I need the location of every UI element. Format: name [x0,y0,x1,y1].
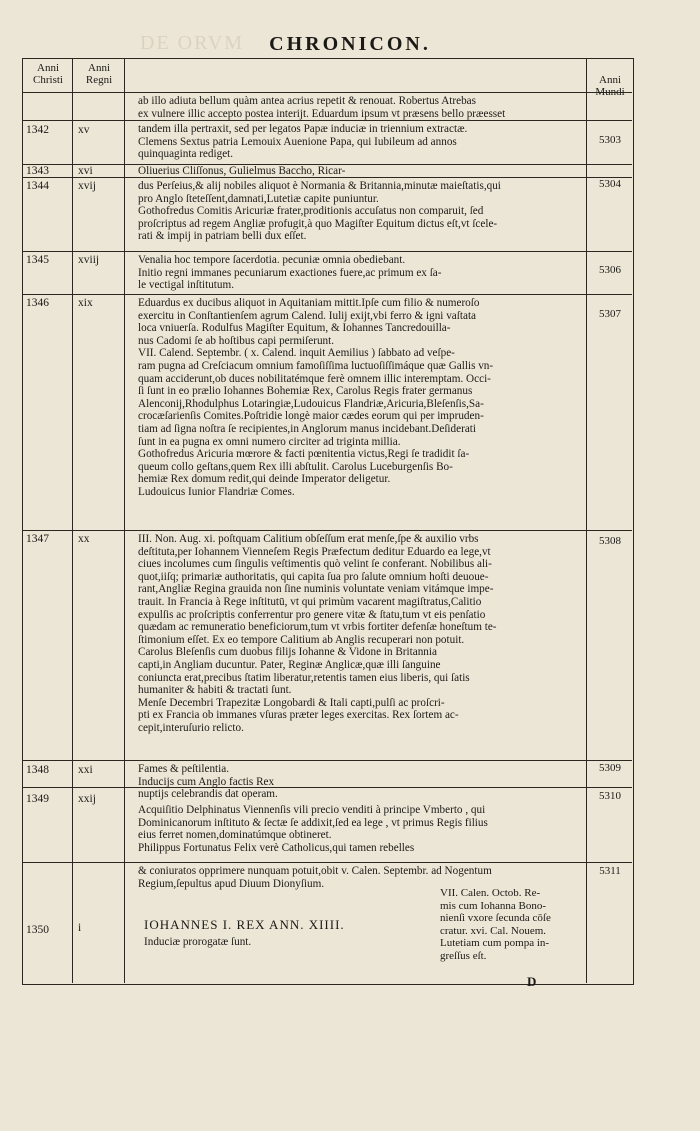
text-line: Menſe Decembri Trapezitæ Longobardi & Itali capti,pulſi ac proſcri- [138,696,445,709]
entry-text [138,533,578,735]
text-line: dus Perſeius,& alij nobiles aliquot è Normania & Britannia,minutæ maieſtatis,qui [138,180,501,192]
row-rule [22,760,632,761]
text-line: humaniter & habiti & tractati ſunt. [138,684,292,697]
text-line: Eduardus ex ducibus aliquot in Aquitaniam mittit.Ipſe cum filio & numeroſo [138,297,480,309]
anni-regni-cell: xviij [78,254,100,266]
text-line: rati & impij in patriam belli dux eſſet. [138,230,307,243]
anni-regni-cell: xxij [78,793,96,805]
text-line: Gothofredus Comitis Aricuriæ frater,proditionis accuſatus non comparuit, ſed [138,205,484,218]
text-line: quædam ac remuneratio beneficiorum,tum vt vrbis fortiter defenſæ honeſtum te- [138,621,497,634]
truce-note: Induciæ prorogatæ ſunt. [144,936,252,948]
header-text: Anni [37,62,59,74]
anni-mundi-cell: 5307 [599,308,621,320]
anni-christi-cell: 1342 [26,124,49,136]
anni-mundi-cell: 5309 [599,762,621,774]
row-rule [22,862,632,863]
text-line: & coniuratos opprimere nunquam potuit,obit v. Calen. Septembr. ad Nogentum [138,865,492,877]
text-line: Clemens Sextus patria Lemouix Auenione Papa, qui Iubileum ad annos [138,135,457,148]
text-line: quot,iiſq; primariæ authoritatis, qui capita ſua pro ſalute omnium hoſti deuoue- [138,570,489,583]
anni-regni-cell: xv [78,124,90,136]
text-line: le vectigal inſtitutum. [138,279,235,292]
text-line: VII. Calend. Septembr. ( x. Calend. inquit Aemilius ) ſabbato ad veſpe- [138,347,455,360]
page-title: CHRONICON. [269,33,431,55]
side-note-line: cratur. xvi. Cal. Nouem. [440,924,547,937]
signature-mark: D [527,974,537,989]
text-line: capti,in Angliam ducuntur. Pater, Reginæ Anglicæ,quæ illi ſanguine [138,658,441,671]
text-line: ab illo adiuta bellum quàm antea acrius repetit & renouat. Robertus Atrebas [138,95,477,107]
text-line: Oliuerius Cliſſonus, Gulielmus Baccho, Ricar- [138,165,346,177]
header-anni-christi [24,62,72,86]
anni-mundi-cell: 5304 [599,178,621,190]
entry-text [138,180,578,243]
entry-text [138,95,578,120]
anni-regni-cell: xvi [78,165,93,177]
king-heading [144,917,345,949]
entry-text [138,763,578,801]
anni-christi-cell: 1349 [26,793,49,805]
bleed-through-text: DE ORVM [140,32,245,54]
text-line: nuptijs celebrandis dat operam. [138,788,278,801]
column-divider-mundi [586,58,587,983]
anni-christi-cell: 1343 [26,165,49,177]
anni-christi-cell: 1344 [26,180,49,192]
text-line: III. Non. Aug. xi. poſtquam Calitium obſeſſum erat menſe,ſpe & auxilio vrbs [138,533,479,545]
text-line: Alenconij,Rhodulphus Lotaringiæ,Ludouicus Flandriæ,Aricuria,Bleſenſis,Sa- [138,397,484,410]
text-line: trauit. In Francia à Rege inſtitutū, vt qui primùm vacarent magiſtratus,Calitio [138,595,482,608]
anni-christi-cell: 1348 [26,764,49,776]
anni-regni-cell: xx [78,533,90,545]
entry-text [138,123,578,161]
text-line: Inducijs cum Anglo factis Rex [138,775,275,788]
side-note-line: greſſus eſt. [440,949,487,962]
text-line: queum collo geſtans,quem Rex illi abſtulit. Carolus Luceburgenſis Bo- [138,460,453,473]
anni-christi-cell: 1345 [26,254,49,266]
text-line: ram pugna ad Creſciacum omnium famoſiſſima luctuoſiſſimáque quæ Gallis vn- [138,359,494,372]
text-line: ciues incolumes cum ſingulis veſtimentis quò velint ſe conferant. Nobilibus ali- [138,558,492,571]
column-divider-regni [124,58,125,983]
text-line: deſtituta,per Iohannem Vienneſem Regis Præfectum deditur Eduardo ea lege,vt [138,545,491,558]
side-note-line: nienſi vxore ſecunda cōſe [440,912,551,925]
entry-text [138,297,578,499]
entry-text [138,804,578,854]
text-line: Fames & peſtilentia. [138,763,230,775]
text-line: crocæſarienſis Comites.Poſtridie longè maior cædes eorum qui per impruden- [138,410,484,423]
side-note [440,887,580,963]
anni-regni-cell: xxi [78,764,93,776]
text-line: Ludouicus Iunior Flandriæ Comes. [138,485,295,498]
text-line: pro Anglo ſteteſſent,damnati,Lutetiæ capite puniuntur. [138,192,379,205]
anni-regni-cell: xvij [78,180,96,192]
row-rule [22,530,632,531]
text-line: rant,Angliæ Regina grauida non ſine numinis voluntate veniam vitámque impe- [138,583,494,596]
text-line: expulſis ac proſcriptis conferrentur pro genere vitæ & ſtatu,tum vt eis penſatio [138,608,486,621]
text-line: pti ex Francia ob immanes vſuras præter leges exercitas. Rex ſortem ac- [138,709,459,722]
header-text: Anni [88,62,110,74]
text-line: ſtimonium eſſet. Ex eo tempore Calitium ab Anglis recuperari non potuit. [138,633,465,646]
text-line: ex vulnere illic accepto postea interijt. Eduardum ipsum vt præsens bello præesset [138,107,506,120]
side-note-line: mis cum Iohanna Bono- [440,899,547,912]
anni-mundi-cell: 5308 [599,535,621,547]
text-line: eius ferret nomen,dominatúmque obtineret. [138,829,332,842]
text-line: cepit,interuſurio relicto. [138,721,244,734]
header-rule [22,92,632,93]
header-text: Anni [599,74,621,86]
text-line: proſcriptus ad regem Angliæ profugit,à quo Magiſter Equitum dictus eſt,vt ſcele- [138,217,498,230]
anni-christi-cell: 1350 [26,924,49,936]
text-line: ſunt in ea pugna ex omni numero circiter ad triginta millia. [138,435,401,448]
text-line: quinquaginta rediget. [138,148,234,161]
text-line: Dominicanorum inſtituto & ſectæ ſe addixit,ſed ea lege , vt primus Regis filius [138,816,488,829]
column-divider-christi [72,58,73,983]
text-line: Venalia hoc tempore ſacerdotia. pecuniæ omnia obediebant. [138,254,406,266]
text-line: Initio regni immanes pecuniarum exactiones fuere,ac primum ex ſa- [138,266,442,279]
text-line: exercitu in Conſtantienſem agrum Calend. Iulij exijt,vbi ferro & igni vaſtata [138,309,477,322]
anni-regni-cell: i [78,922,82,934]
header-anni-mundi [588,74,632,98]
text-line: Carolus Bleſenſis cum duobus filijs Iohanne & Vidone in Britannia [138,646,437,659]
text-line: nus Cadomi ſe ab hoſtibus capi permiſerunt. [138,334,335,347]
text-line: hemiæ Rex domum redit,qui deinde Imperator deligetur. [138,473,391,486]
text-line: Philippus Fortunatus Felix verè Catholicus,qui tamen rebelles [138,841,415,854]
text-line: coniuncta erat,precibus ſtatim liberatur,retentis tamen eius liberis, qui ſatis [138,671,470,684]
anni-christi-cell: 1347 [26,533,49,545]
anni-mundi-cell: 5310 [599,790,621,802]
anni-mundi-cell: 5306 [599,264,621,276]
anni-mundi-cell: 5311 [599,865,621,877]
anni-christi-cell: 1346 [26,297,49,309]
header-text: Regni [85,74,113,86]
text-line: Gothofredus Aricuria mœrore & facti pœnitentia victus,Regi ſe tradidit ſa- [138,448,470,461]
text-line: quam acciderunt,ob duces nobilitatémque ferè omnem illic interemptam. Occi- [138,372,491,385]
entry-text [138,165,578,178]
king-title: IOHANNES I. REX ANN. XIIII. [144,917,345,932]
text-line: Regium,ſepultus apud Diuum Dionyſium. [138,877,325,890]
anni-regni-cell: xix [78,297,93,309]
text-line: tandem illa pertraxit, sed per legatos Papæ induciæ in triennium extractæ. [138,123,468,135]
text-line: tiam ad ſigna noſtra ſe recipientes,in Anglorum manus incidebant.Deſiderati [138,422,477,435]
entry-text [138,254,578,292]
header-text: Christi [33,74,63,86]
header-text: Mundi [595,86,625,98]
text-line: loca vniuerſa. Rodulfus Magiſter Equitum, & Iohannes Tancredouilla- [138,322,451,335]
text-line: Acquiſitio Delphinatus Viennenſis vili precio venditi à principe Vmberto , qui [138,804,486,816]
header-anni-regni [74,62,124,86]
anni-mundi-cell: 5303 [599,134,621,146]
side-note-line: VII. Calen. Octob. Re- [440,887,541,899]
text-line: ſi ſunt in eo prælio Iohannes Bohemiæ Rex, Carolus Regis frater germanus [138,385,473,398]
row-rule [22,251,632,252]
row-rule [22,294,632,295]
side-note-line: Lutetiam cum pompa in- [440,937,550,950]
